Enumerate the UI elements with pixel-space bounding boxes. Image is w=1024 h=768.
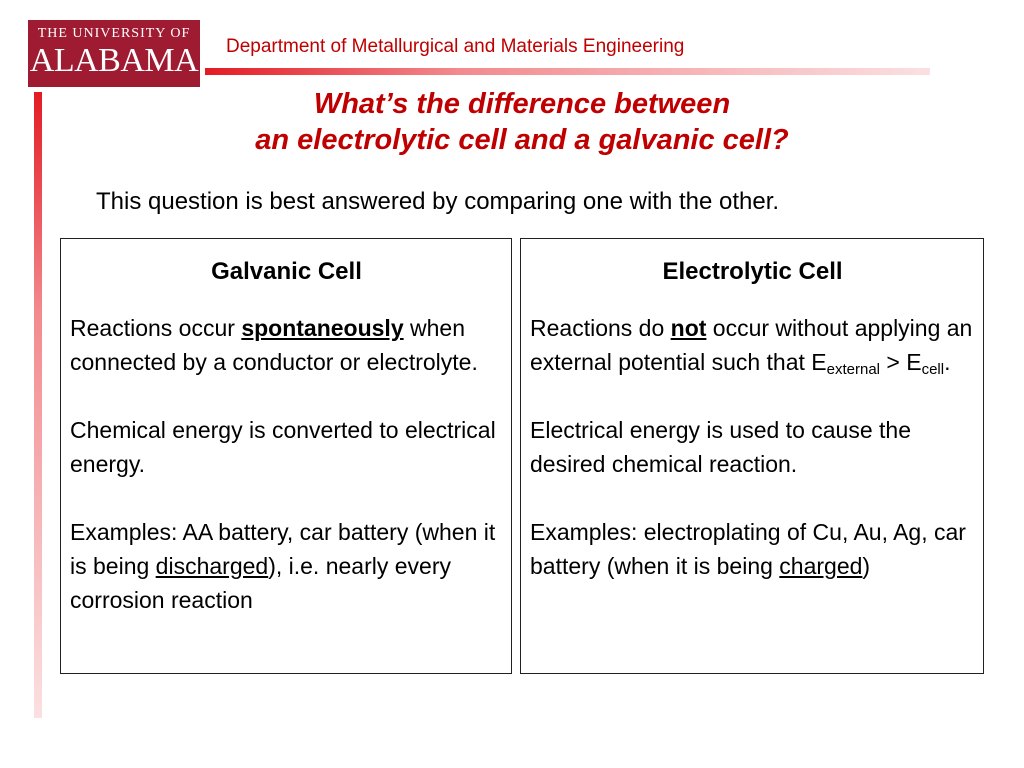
subscript-cell: cell — [921, 361, 945, 378]
charged-emphasis: charged — [779, 553, 863, 579]
spontaneously-emphasis: spontaneously — [241, 315, 404, 341]
galvanic-paragraph-2: Chemical energy is converted to electrical energy. — [70, 417, 496, 477]
logo-top-text: THE UNIVERSITY OF — [37, 26, 191, 41]
galvanic-paragraph-1: Reactions occur spontaneously when connected by a conductor or electrolyte. — [70, 315, 478, 375]
header-accent-bar — [205, 68, 930, 75]
electrolytic-paragraph-1: Reactions do not occur without applying an external potential such that $E_{external} > E_{cell}$. — [530, 315, 973, 378]
electrolytic-paragraph-2: Electrical energy is used to cause the desired chemical reaction. — [530, 417, 911, 477]
department-name: Department of Metallurgical and Materials Engineering — [226, 36, 685, 57]
title-line-2: an electrolytic cell and a galvanic cell? — [255, 124, 789, 156]
electrolytic-cell-panel — [520, 238, 984, 674]
logo-main-text: ALABAMA — [29, 42, 199, 79]
university-logo — [28, 20, 200, 87]
discharged-emphasis: discharged — [155, 553, 269, 579]
galvanic-paragraph-3: Examples: AA battery, car battery (when it is being discharged), i.e. nearly every corrosion reaction — [70, 519, 496, 613]
intro-text: This question is best answered by comparing one with the other. — [96, 188, 780, 215]
galvanic-heading: Galvanic Cell — [211, 258, 362, 285]
slide-title — [60, 86, 984, 158]
galvanic-cell-panel — [60, 238, 512, 674]
side-accent-bar — [34, 92, 42, 718]
not-emphasis: not — [670, 315, 707, 341]
electrolytic-paragraph-3: Examples: electroplating of Cu, Au, Ag, car battery (when it is being charged) — [530, 519, 966, 579]
title-line-1: What’s the difference between — [313, 88, 731, 120]
subscript-external: external — [826, 361, 881, 378]
electrolytic-heading: Electrolytic Cell — [662, 258, 843, 285]
